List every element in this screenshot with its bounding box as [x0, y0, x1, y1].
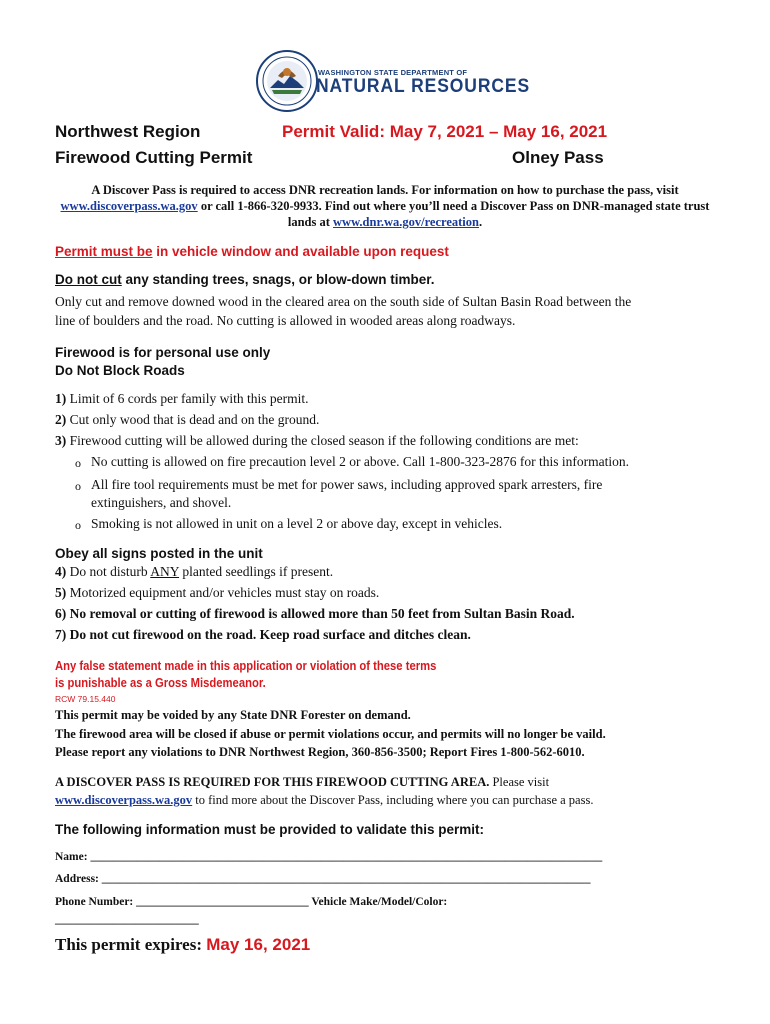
do-not-cut-underlined: Do not cut — [55, 272, 122, 287]
rule-item: 2) Cut only wood that is dead and on the ground. — [55, 412, 320, 427]
name-field[interactable] — [55, 851, 602, 863]
expires-label: This permit expires: — [55, 935, 203, 954]
sub-rule-item-cont: extinguishers, and shovel. — [91, 495, 232, 510]
permit-display-notice — [55, 244, 449, 259]
phone-vehicle-field[interactable] — [55, 896, 447, 908]
rule-item: 3) Firewood cutting will be allowed during the closed season if the following conditions are met: — [55, 433, 579, 448]
misdemeanor-warning: is punishable as a Gross Misdemeanor. — [55, 676, 266, 690]
phone-label: Phone Number: — [55, 896, 134, 908]
closure-notice: The firewood area will be closed if abuse or permit violations occur, and permits will no longer be vaild. — [55, 727, 606, 741]
rule-item: 4) Do not disturb ANY planted seedlings if present. — [55, 564, 334, 579]
form-heading: The following information must be provided to validate this permit: — [55, 822, 485, 837]
report-violations-notice: Please report any violations to DNR Northwest Region, 360-856-3500; Report Fires 1-800-562-6010. — [55, 745, 585, 759]
intro-text-1: A Discover Pass is required to access DNR recreation lands. For information on how to purchase the pass, visit — [91, 183, 679, 197]
agency-subtitle: WASHINGTON STATE DEPARTMENT OF — [318, 68, 468, 77]
address-field[interactable] — [55, 873, 591, 885]
sub-rule-item: Smoking is not allowed in unit on a level 2 or above day, except in vehicles. — [91, 516, 503, 531]
sub-rule-bullet: o — [75, 479, 81, 493]
discover-pass-rest: Please visit — [489, 775, 550, 789]
obey-signs-heading: Obey all signs posted in the unit — [55, 546, 263, 561]
discover-pass-info — [55, 793, 593, 808]
discoverpass-link-2[interactable]: www.discoverpass.wa.gov — [55, 793, 193, 807]
permit-location: Olney Pass — [512, 148, 604, 167]
sub-rule-item: All fire tool requirements must be met for power saws, including approved spark arresters, fire — [91, 477, 603, 492]
discover-pass-bold: A DISCOVER PASS IS REQUIRED FOR THIS FIREWOOD CUTTING AREA. — [55, 775, 490, 789]
dnr-seal-icon — [256, 50, 318, 112]
do-not-cut-rest: any standing trees, snags, or blow-down timber. — [121, 272, 435, 287]
cutting-area-text-2: line of boulders and the road. No cutting is allowed in wooded areas along roadways. — [55, 313, 516, 328]
rule-item: 5) Motorized equipment and/or vehicles must stay on roads. — [55, 585, 380, 600]
permit-notice-rest: in vehicle window and available upon request — [152, 244, 449, 259]
address-label: Address: — [55, 873, 99, 885]
rule-item: 1) Limit of 6 cords per family with this permit. — [55, 391, 309, 406]
personal-use-heading: Firewood is for personal use only — [55, 345, 271, 360]
discover-pass-requirement — [55, 775, 549, 790]
discover-pass-rest-2: to find more about the Discover Pass, including where you can purchase a pass. — [192, 793, 594, 807]
phone-input-line[interactable]: ______________________________ — [136, 896, 309, 908]
dnr-logo — [256, 50, 531, 118]
do-not-block-roads-heading: Do Not Block Roads — [55, 363, 185, 378]
permit-valid-dates: Permit Valid: May 7, 2021 – May 16, 2021 — [282, 122, 608, 141]
void-notice: This permit may be voided by any State DNR Forester on demand. — [55, 708, 411, 722]
permit-title: Firewood Cutting Permit — [55, 148, 253, 167]
dnr-recreation-link[interactable]: www.dnr.wa.gov/recreation — [333, 215, 479, 229]
rule-item: 7) Do not cut firewood on the road. Keep road surface and ditches clean. — [55, 627, 471, 642]
discover-pass-intro — [52, 182, 718, 230]
name-input-line[interactable]: _________________________________________________________________________________________ — [90, 851, 603, 863]
name-label: Name: — [55, 851, 88, 863]
rcw-citation: RCW 79.15.440 — [55, 694, 116, 704]
expires-date: May 16, 2021 — [206, 935, 311, 954]
sub-rule-bullet: o — [75, 456, 81, 470]
agency-title: NATURAL RESOURCES — [316, 76, 531, 97]
region-title: Northwest Region — [55, 122, 201, 141]
vehicle-input-line[interactable]: _________________________ — [55, 914, 199, 926]
intro-text-2: or call 1-866-320-9933. Find out where you’ll need a Discover Pass on DNR-managed state trust lands at — [197, 199, 710, 229]
rule-item: 6) No removal or cutting of firewood is allowed more than 50 feet from Sultan Basin Road. — [55, 606, 575, 621]
intro-text-3: . — [478, 215, 483, 229]
address-input-line[interactable]: _____________________________________________________________________________________ — [101, 873, 591, 885]
discoverpass-link[interactable]: www.discoverpass.wa.gov — [60, 199, 198, 213]
permit-notice-underlined: Permit must be — [55, 244, 153, 259]
cutting-area-text-1: Only cut and remove downed wood in the cleared area on the south side of Sultan Basin Road between the — [55, 294, 632, 309]
permit-expires — [55, 935, 310, 955]
do-not-cut-heading — [55, 272, 435, 287]
sub-rule-item: No cutting is allowed on fire precaution level 2 or above. Call 1-800-323-2876 for this information. — [91, 454, 629, 469]
vehicle-label: Vehicle Make/Model/Color: — [311, 896, 448, 908]
false-statement-warning: Any false statement made in this application or violation of these terms — [55, 659, 437, 673]
sub-rule-bullet: o — [75, 518, 81, 532]
